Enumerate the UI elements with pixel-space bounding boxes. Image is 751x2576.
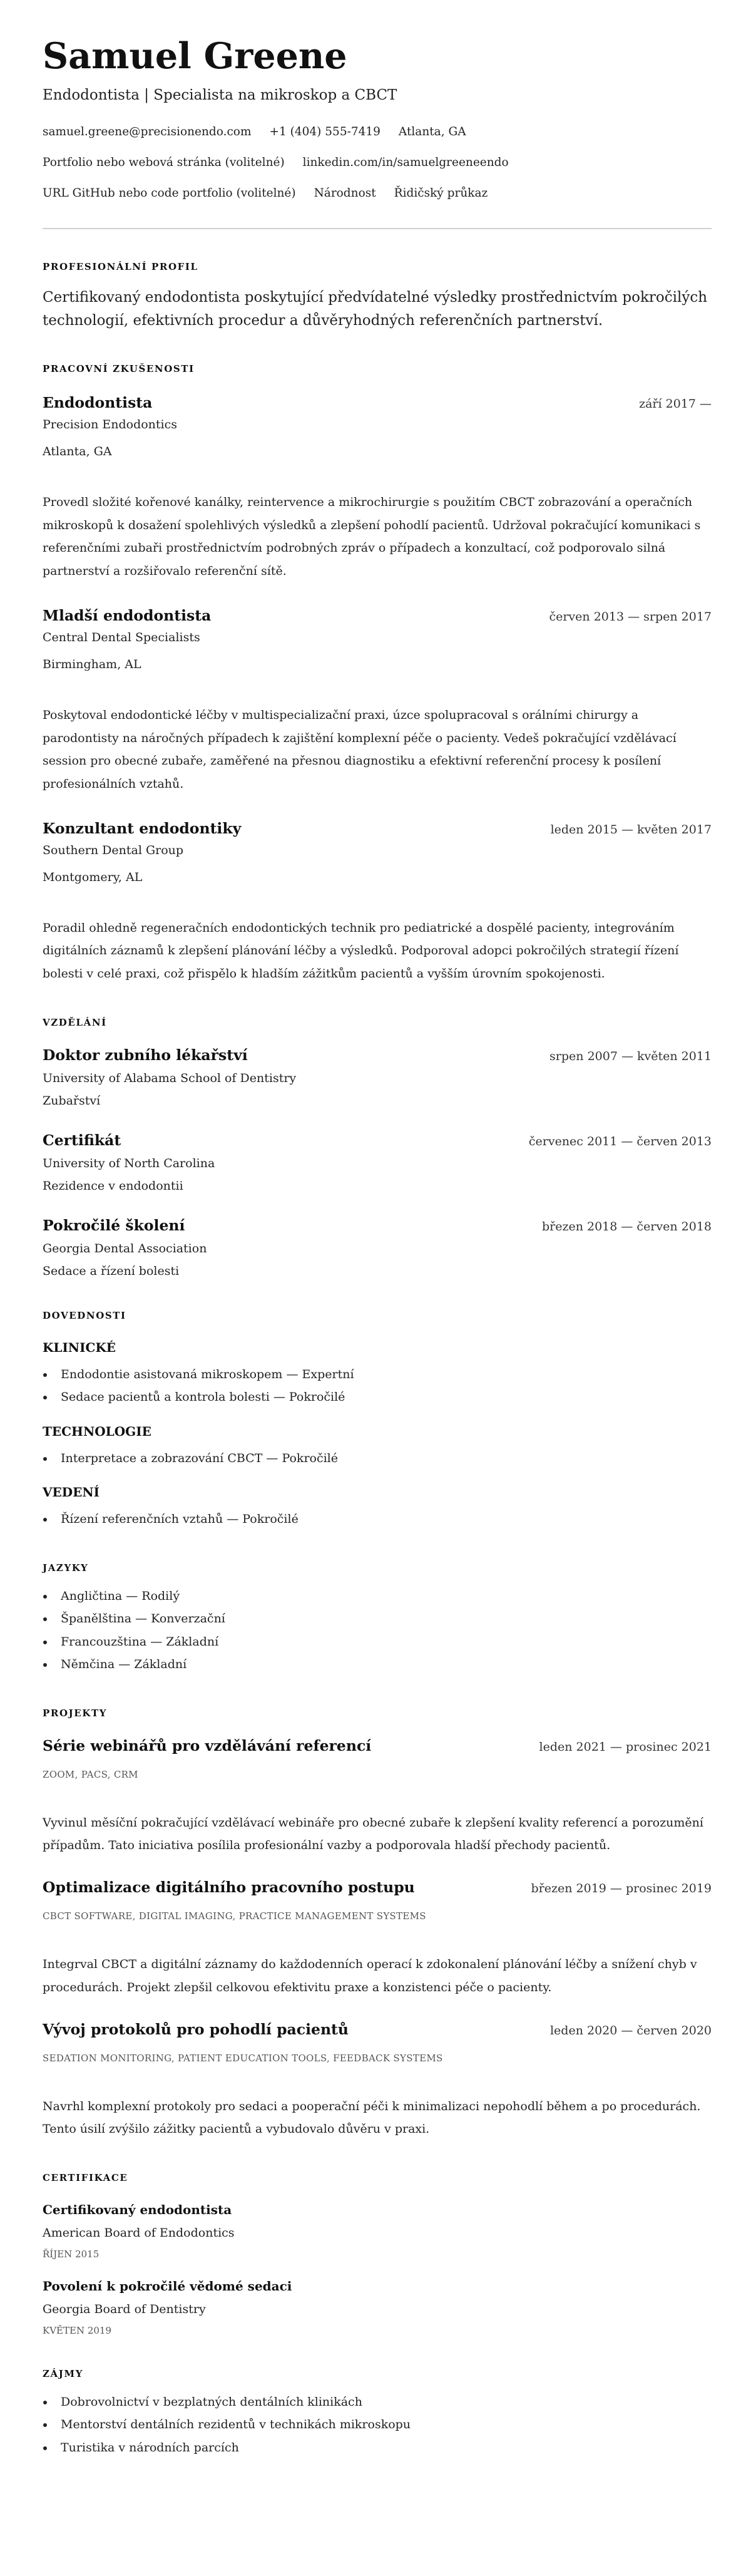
job-location: Birmingham, AL: [43, 657, 141, 671]
contact-row: [43, 125, 712, 140]
languages-section: [43, 1562, 712, 1676]
section-heading: VZDĚLÁNÍ: [43, 1016, 107, 1028]
contact-item: linkedin.com/in/samuelgreeneendo: [302, 156, 509, 169]
education-institution: University of Alabama School of Dentistry: [43, 1071, 297, 1085]
job-location: Atlanta, GA: [43, 445, 112, 458]
certification-title: Povolení k pokročilé vědomé sedaci: [43, 2278, 292, 2294]
project-description: Integrval CBCT a digitální záznamy do každodenních operací k zdokonalení plánování léčby a snížení chyb v procedurách. Projekt zlepšil celkovou efektivitu praxe a konzistenci péče o pacienty.: [43, 1957, 697, 1994]
section-heading: PROFESIONÁLNÍ PROFIL: [43, 261, 198, 272]
experience-section: [43, 363, 712, 986]
job-description: Poskytoval endodontické léčby v multispecializační praxi, úzce spolupracoval s orálními chirurgy a parodontisty na náročných případech k zajištění komplexní péče o pacienty. Vedeš pokračující vzdělávací session pro obecné zubaře, zaměřené na přesnou diagnostiku a efektivní referenční procesy k posílení profesionálních vztahů.: [43, 708, 677, 791]
item-title: Mladší endodontista: [43, 606, 212, 624]
item-header: [43, 2020, 712, 2040]
language-item: Španělština — Konverzační: [43, 1607, 712, 1631]
certification-date: KVĚTEN 2019: [43, 2324, 112, 2336]
item-title: Pokročilé školení: [43, 1216, 185, 1234]
item-date-range: leden 2021 — prosinec 2021: [539, 1739, 712, 1754]
project-entry: [43, 2020, 712, 2141]
education-field: Sedace a řízení bolesti: [43, 1264, 180, 1278]
skills-section: [43, 1309, 712, 1531]
item-title: Endodontista: [43, 394, 153, 411]
item-date-range: září 2017 —: [639, 397, 712, 411]
education-entry: [43, 1131, 712, 1193]
item-date-range: březen 2019 — prosinec 2019: [531, 1882, 712, 1896]
item-header: [43, 1878, 712, 1898]
job-company: Central Dental Specialists: [43, 630, 200, 644]
item-date-range: březen 2018 — červen 2018: [541, 1219, 712, 1234]
item-date-range: červen 2013 — srpen 2017: [549, 609, 712, 624]
project-tags: CBCT SOFTWARE, DIGITAL IMAGING, PRACTICE MANAGEMENT SYSTEMS: [43, 1910, 426, 1922]
education-field: Rezidence v endodontii: [43, 1178, 183, 1193]
language-item: Němčina — Základní: [43, 1653, 712, 1676]
job-description: Poradil ohledně regeneračních endodontických technik pro pediatrické a dospělé pacienty, integrováním digitálních záznamů k zlepšení plánování léčby a výsledků. Podporoval adopci pokročilých strategií řízení bolesti v celé praxi, což přispělo k hladším zážitkům pacientů a vyšším úrovním spokojenosti.: [43, 920, 679, 981]
item-header: [43, 606, 712, 626]
header-divider: [43, 228, 712, 229]
contact-item: +1 (404) 555-7419: [269, 125, 381, 138]
item-header: [43, 1046, 712, 1066]
profile-section: [43, 260, 712, 332]
section-heading: PRACOVNÍ ZKUŠENOSTI: [43, 363, 195, 374]
item-date-range: srpen 2007 — květen 2011: [549, 1049, 712, 1063]
item-date-range: leden 2020 — červen 2020: [549, 2023, 712, 2038]
project-description: Vyvinul měsíční pokračující vzdělávací webináře pro obecné zubaře k zlepšení kvality referencí a porozumění případům. Tato iniciativa posílila profesionální vazby a podporovala hladší přechody pacientů.: [43, 1815, 703, 1853]
skill-list: [43, 1508, 712, 1531]
item-date-range: leden 2015 — květen 2017: [550, 822, 712, 837]
education-institution: Georgia Dental Association: [43, 1241, 207, 1255]
education-institution: University of North Carolina: [43, 1156, 215, 1170]
interest-item: Mentorství dentálních rezidentů v technikách mikroskopu: [43, 2413, 712, 2436]
contact-row: [43, 186, 712, 201]
skill-category-heading: KLINICKÉ: [43, 1339, 116, 1355]
project-description: Navrhl komplexní protokoly pro sedaci a pooperační péči k minimalizaci nepohodlí během a po procedurách. Tento úsilí zvýšilo zážitky pacientů a vybudovalo důvěru v praxi.: [43, 2099, 701, 2136]
contact-item: Národnost: [314, 187, 376, 200]
job-entry: [43, 606, 712, 796]
item-date-range: červenec 2011 — červen 2013: [528, 1134, 712, 1148]
section-heading: JAZYKY: [43, 1562, 89, 1574]
skill-item: Interpretace a zobrazování CBCT — Pokročilé: [43, 1447, 712, 1470]
certification-date: ŘÍJEN 2015: [43, 2248, 100, 2260]
contact-row: [43, 155, 712, 170]
item-title: Vývoj protokolů pro pohodlí pacientů: [43, 2020, 349, 2038]
item-header: [43, 1131, 712, 1151]
certification-issuer: Georgia Board of Dentistry: [43, 2302, 206, 2316]
job-company: Precision Endodontics: [43, 418, 178, 431]
skill-item: Endodontie asistovaná mikroskopem — Expertní: [43, 1363, 712, 1386]
item-title: Série webinářů pro vzdělávání referencí: [43, 1736, 372, 1754]
skill-category-heading: TECHNOLOGIE: [43, 1423, 151, 1439]
job-description: Provedl složité kořenové kanálky, reintervence a mikrochirurgie s použitím CBCT zobrazování a operačních mikroskopů k dosažení spolehlivých výsledků a zlepšení pohodlí pacientů. Udržoval pokračující komunikaci s referenčními zubaři prostřednictvím podrobných zpráv o případech a konzultací, což podporovalo silná partnerství a rozšiřovalo referenční sítě.: [43, 495, 701, 579]
item-title: Konzultant endodontiky: [43, 819, 242, 837]
education-field: Zubařství: [43, 1093, 101, 1108]
profile-summary: Certifikovaný endodontista poskytující předvídatelné výsledky prostřednictvím pokročilých technologií, efektivních procedur a důvěryhodných referenčních partnerství.: [43, 289, 708, 329]
contact-item: Atlanta, GA: [398, 125, 466, 138]
candidate-headline: Endodontista | Specialista na mikroskop a CBCT: [43, 87, 397, 103]
item-header: [43, 393, 712, 413]
skill-item: Řízení referenčních vztahů — Pokročilé: [43, 1508, 712, 1531]
projects-section: [43, 1707, 712, 2141]
item-header: [43, 1216, 712, 1236]
candidate-name: Samuel Greene: [43, 35, 347, 77]
item-title: Doktor zubního lékařství: [43, 1046, 248, 1064]
education-section: [43, 1016, 712, 1279]
section-heading: PROJEKTY: [43, 1707, 108, 1719]
language-item: Francouzština — Základní: [43, 1631, 712, 1654]
skill-item: Sedace pacientů a kontrola bolesti — Pokročilé: [43, 1386, 712, 1409]
language-list: [43, 1585, 712, 1676]
education-entry: [43, 1216, 712, 1279]
section-heading: ZÁJMY: [43, 2367, 83, 2379]
skill-category-heading: VEDENÍ: [43, 1485, 100, 1500]
certification-entry: [43, 2278, 712, 2337]
section-heading: DOVEDNOSTI: [43, 1309, 126, 1321]
skill-list: [43, 1363, 712, 1409]
interest-item: Dobrovolnictví v bezplatných dentálních klinikách: [43, 2391, 712, 2414]
certification-title: Certifikovaný endodontista: [43, 2202, 232, 2217]
contact-item: Řidičský průkaz: [394, 187, 488, 200]
item-title: Certifikát: [43, 1131, 121, 1149]
job-location: Montgomery, AL: [43, 870, 143, 884]
contact-item: URL GitHub nebo code portfolio (volitelné): [43, 187, 296, 200]
interest-item: Turistika v národních parcích: [43, 2436, 712, 2460]
project-tags: ZOOM, PACS, CRM: [43, 1768, 138, 1780]
language-item: Angličtina — Rodilý: [43, 1585, 712, 1608]
section-heading: CERTIFIKACE: [43, 2172, 128, 2183]
contact-info: [43, 125, 712, 201]
certifications-section: [43, 2172, 712, 2337]
item-header: [43, 1736, 712, 1756]
project-entry: [43, 1736, 712, 1857]
project-tags: SEDATION MONITORING, PATIENT EDUCATION TOOLS, FEEDBACK SYSTEMS: [43, 2052, 443, 2064]
skill-list: [43, 1447, 712, 1470]
education-entry: [43, 1046, 712, 1108]
job-company: Southern Dental Group: [43, 843, 184, 857]
resume-header: [43, 34, 712, 201]
item-title: Optimalizace digitálního pracovního postupu: [43, 1878, 415, 1897]
interests-list: [43, 2391, 712, 2460]
contact-item: Portfolio nebo webová stránka (volitelné): [43, 156, 285, 169]
contact-item: samuel.greene@precisionendo.com: [43, 125, 252, 138]
project-entry: [43, 1878, 712, 1999]
certification-entry: [43, 2202, 712, 2260]
interests-section: [43, 2367, 712, 2460]
item-header: [43, 819, 712, 839]
certification-issuer: American Board of Endodontics: [43, 2225, 235, 2240]
job-entry: [43, 819, 712, 986]
job-entry: [43, 393, 712, 583]
